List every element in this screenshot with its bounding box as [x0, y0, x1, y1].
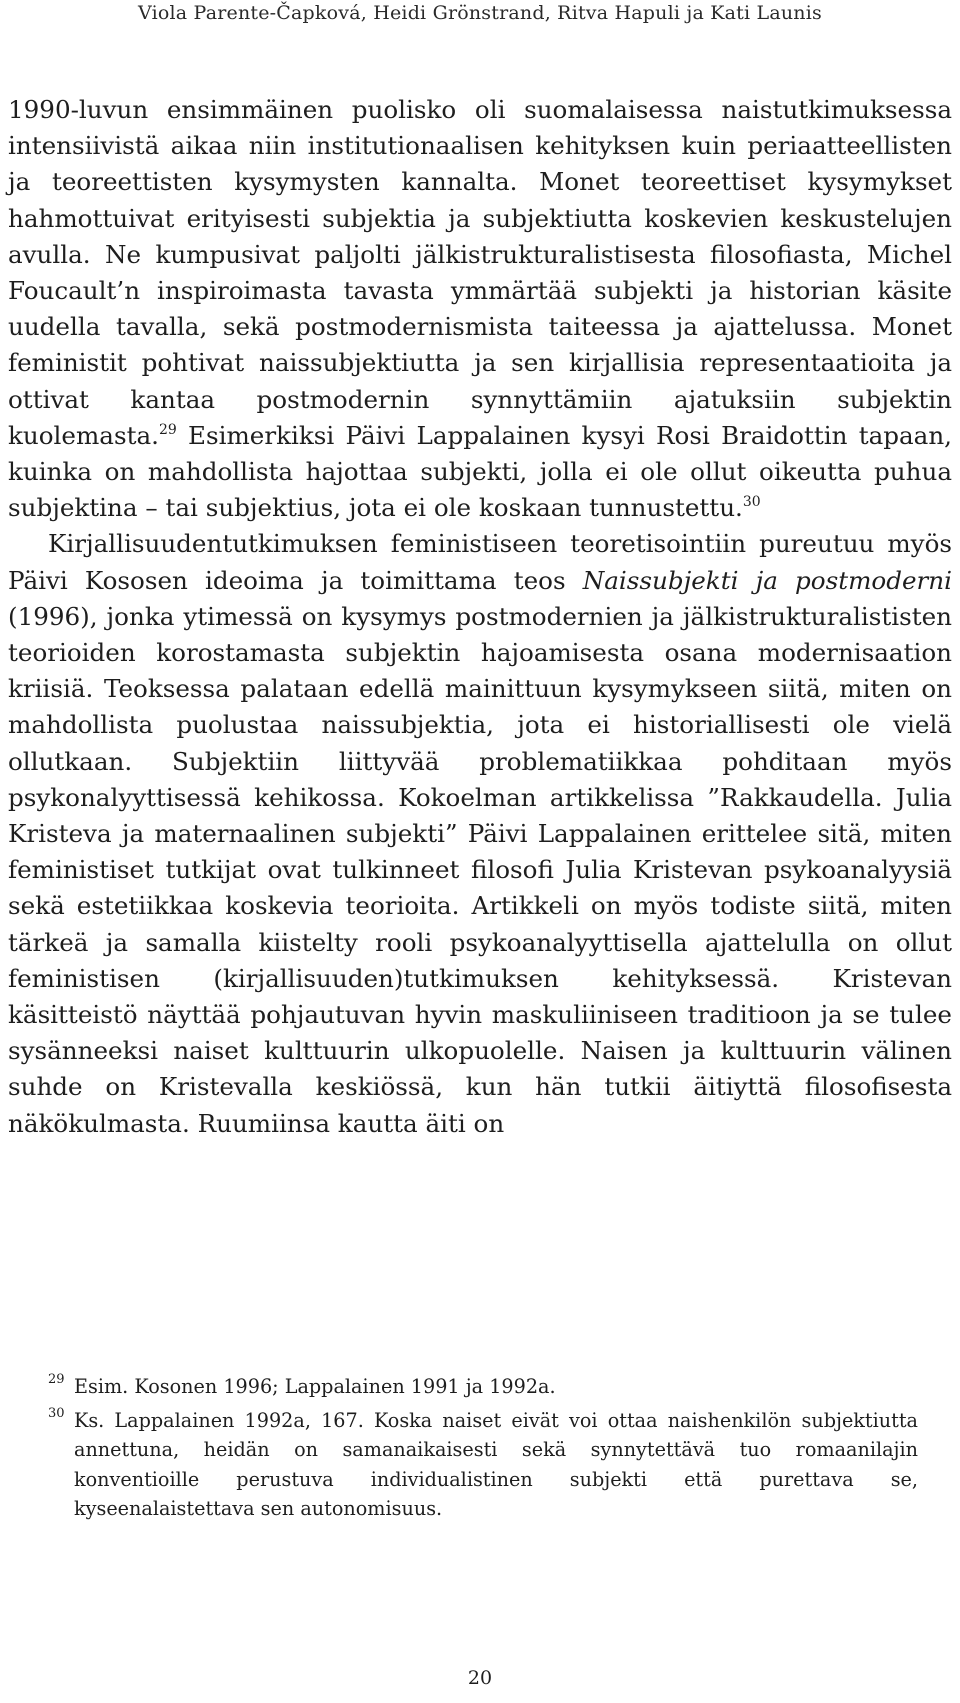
footnote-text: Ks. Lappalainen 1992a, 167. Koska naiset eivät voi ottaa naishenkilön subjektiutta annettuna, heidän on samanaikaisesti sekä synnytettävä tuo romaanilajin konventioille perustuva individualistinen subjekti että purettava se, kyseenalaistettava sen autonomisuus.	[74, 1408, 918, 1520]
paragraph-1	[8, 92, 952, 526]
footnote-ref-29[interactable]: 29	[158, 421, 177, 438]
footnote-30	[48, 1406, 918, 1524]
footnote-number: 30	[48, 1405, 65, 1421]
page-number: 20	[467, 1667, 493, 1689]
book-title: Naissubjekti ja postmoderni	[582, 565, 952, 595]
footnote-number: 29	[48, 1372, 65, 1387]
body-text	[8, 92, 952, 1142]
running-head: Viola Parente-Čapková, Heidi Grönstrand, Ritva Hapuli ja Kati Launis	[138, 2, 822, 24]
paragraph-2	[8, 526, 952, 1141]
paragraph-1-text-b: Esimerkiksi Päivi Lappalainen kysyi Rosi Braidottin tapaan, kuinka on mahdollista hajottaa subjekti, jolla ei ole ollut oikeutta puhua subjektina – tai subjektius, jota ei ole koskaan tunnustettu.	[8, 420, 952, 523]
footnote-29	[48, 1372, 918, 1402]
paragraph-2-text-b: (1996), jonka ytimessä on kysymys postmodernien ja jälkistrukturalististen teorioiden korostamasta subjektin hajoamisesta osana modernisaation kriisiä. Teoksessa palataan edellä mainittuun kysymykseen siitä, miten on mahdollista puolustaa naissubjektia, jota ei historiallisesti ole vielä ollutkaan. Subjektiin liittyvää problematiikkaa pohditaan myös psykonalyyttisessä kehikossa. Kokoelman artikkelissa ”Rakkaudella. Julia Kristeva ja maternaalinen subjekti” Päivi Lappalainen erittelee sitä, miten feministiset tutkijat ovat tulkinneet filosofi Julia Kristevan psykoanalyysiä sekä estetiikkaa koskevia teorioita. Artikkeli on myös todiste siitä, miten tärkeä ja samalla kiistelty rooli psykoanalyyttisella ajattelulla on ollut feministisen (kirjallisuuden)tutkimuksen kehityksessä. Kristevan käsitteistö näyttää pohjautuvan hyvin maskuliiniseen traditioon ja se tulee sysänneeksi naiset kulttuurin ulkopuolelle. Naisen ja kulttuurin välinen suhde on Kristevalla keskiössä, kun hän tutkii äitiyttä filosofisesta näkökulmasta. Ruumiinsa kautta äiti on	[8, 601, 952, 1138]
paragraph-1-text-a: 1990-luvun ensimmäinen puolisko oli suomalaisessa naistutkimuksessa intensiivistä aikaa niin institutionaalisen kehityksen kuin periaatteellisten ja teoreettisten kysymysten kannalta. Monet teoreettiset kysymykset hahmottuivat erityisesti subjektia ja subjektiutta koskevien keskustelujen avulla. Ne kumpusivat paljolti jälkistrukturalistisesta filosofiasta, Michel Foucault’n inspiroimasta tavasta ymmärtää subjekti ja historian käsite uudella tavalla, sekä postmodernismista taiteessa ja ajattelussa. Monet feministit pohtivat naissubjektiutta ja sen kirjallisia representaatioita ja ottivat kantaa postmodernin synnyttämiin ajatuksiin subjektin kuolemasta.	[8, 95, 952, 450]
footnotes	[48, 1372, 918, 1528]
footnote-ref-30[interactable]: 30	[742, 494, 761, 511]
footnote-text: Esim. Kosonen 1996; Lappalainen 1991 ja 1992a.	[74, 1375, 556, 1398]
paragraph-2-text-a: Kirjallisuudentutkimuksen feministiseen teoretisointiin pureutuu myös Päivi Kososen ideoima ja toimittama teos	[8, 529, 952, 595]
